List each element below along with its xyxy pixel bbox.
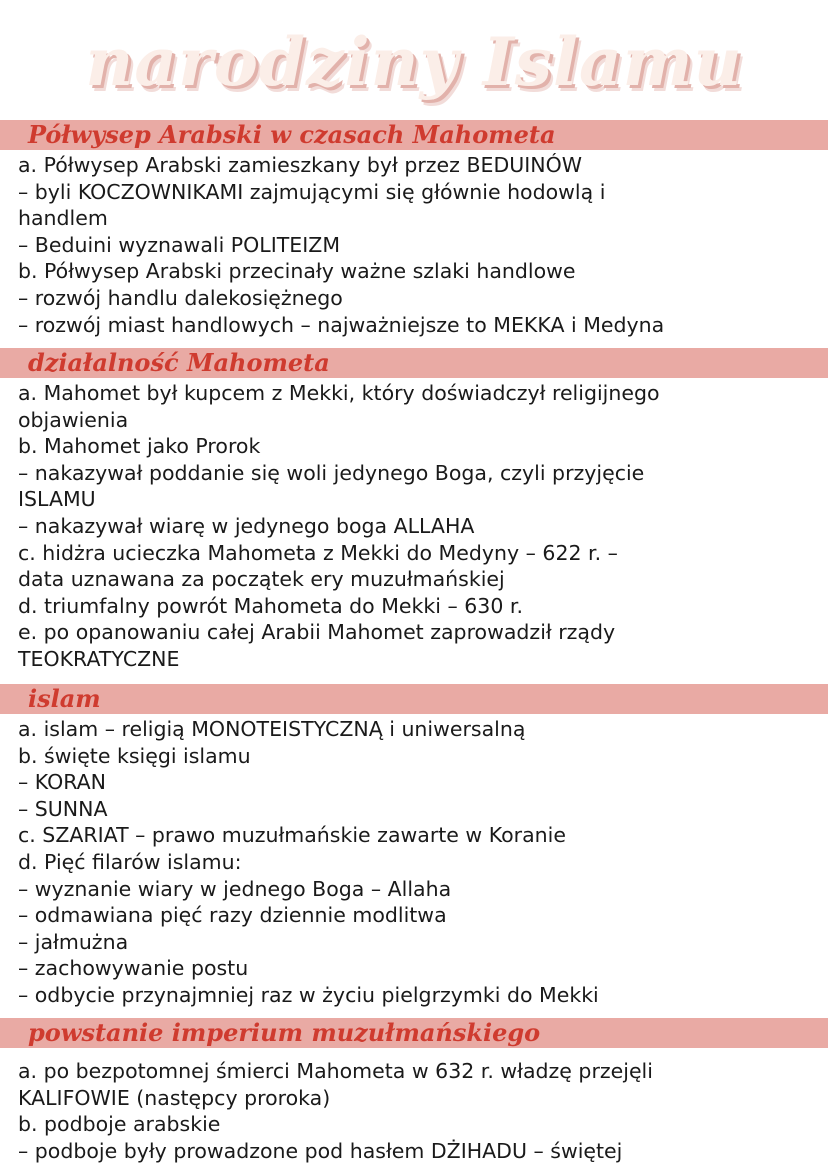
text-line: – nakazywał wiarę w jedynego boga ALLAHA <box>18 513 475 538</box>
section-heading: powstanie imperium muzułmańskiego <box>28 1018 541 1047</box>
section-heading-band <box>0 684 828 714</box>
text-line: handlem <box>18 206 108 231</box>
text-line: – wyznanie wiary w jednego Boga – Allaha <box>18 876 452 901</box>
section-arabian-peninsula <box>0 120 828 338</box>
section-lines <box>0 1048 828 1164</box>
text-line: – byli KOCZOWNIKAMI zajmującymi się głównie hodowlą i <box>18 179 606 204</box>
section-heading: działalność Mahometa <box>28 348 330 377</box>
text-line: TEOKRATYCZNE <box>18 646 180 671</box>
section-heading: Półwysep Arabski w czasach Mahometa <box>28 120 556 149</box>
text-line: a. po bezpotomnej śmierci Mahometa w 632 r. władzę przejęli <box>18 1059 653 1083</box>
text-line: – zachowywanie postu <box>18 956 249 981</box>
text-line: c. hidżra ucieczka Mahometa z Mekki do Medyny – 622 r. – <box>18 540 618 565</box>
text-line: b. Półwysep Arabski przecinały ważne szlaki handlowe <box>18 259 576 284</box>
section-heading-band <box>0 120 828 150</box>
section-muslim-empire <box>0 1018 828 1164</box>
text-line: c. SZARIAT – prawo muzułmańskie zawarte w Koranie <box>18 823 566 848</box>
section-lines <box>0 714 828 1009</box>
section-lines <box>0 150 828 338</box>
section-islam <box>0 684 828 1009</box>
text-line: – nakazywał poddanie się woli jedynego Boga, czyli przyjęcie <box>18 460 645 485</box>
page-title: narodziny Islamu <box>85 23 743 101</box>
section-heading: islam <box>28 684 101 713</box>
text-line: – odbycie przynajmniej raz w życiu pielgrzymki do Mekki <box>18 982 599 1007</box>
text-line: e. po opanowaniu całej Arabii Mahomet zaprowadził rządy <box>18 620 616 645</box>
text-line: a. Mahomet był kupcem z Mekki, który doświadczył religijnego <box>18 381 660 405</box>
text-line: – rozwój handlu dalekosiężnego <box>18 285 343 310</box>
text-line: KALIFOWIE (następcy proroka) <box>18 1085 331 1110</box>
text-line: – podboje były prowadzone pod hasłem DŻIHADU – świętej <box>18 1138 623 1163</box>
text-line: ISLAMU <box>18 487 96 512</box>
text-line: a. islam – religią MONOTEISTYCZNĄ i uniwersalną <box>18 717 526 741</box>
text-line: d. triumfalny powrót Mahometa do Mekki – 630 r. <box>18 593 523 618</box>
text-line: objawienia <box>18 407 129 432</box>
text-line: – Beduini wyznawali POLITEIZM <box>18 232 341 257</box>
text-line: – odmawiana pięć razy dziennie modlitwa <box>18 903 447 928</box>
text-line: d. Pięć filarów islamu: <box>18 849 242 874</box>
text-line: a. Półwysep Arabski zamieszkany był przez BEDUINÓW <box>18 153 583 177</box>
text-line: b. Mahomet jako Prorok <box>18 434 261 459</box>
text-line: b. święte księgi islamu <box>18 743 251 768</box>
section-heading-band <box>0 348 828 378</box>
text-line: – rozwój miast handlowych – najważniejsze to MEKKA i Medyna <box>18 312 665 337</box>
section-mahomet-activity <box>0 348 828 673</box>
section-heading-band <box>0 1018 828 1048</box>
text-line: b. podboje arabskie <box>18 1112 221 1137</box>
text-line: – SUNNA <box>18 796 108 821</box>
text-line: – KORAN <box>18 770 106 795</box>
text-line: – jałmużna <box>18 929 129 954</box>
text-line: data uznawana za początek ery muzułmańskiej <box>18 567 505 592</box>
section-lines <box>0 378 828 673</box>
